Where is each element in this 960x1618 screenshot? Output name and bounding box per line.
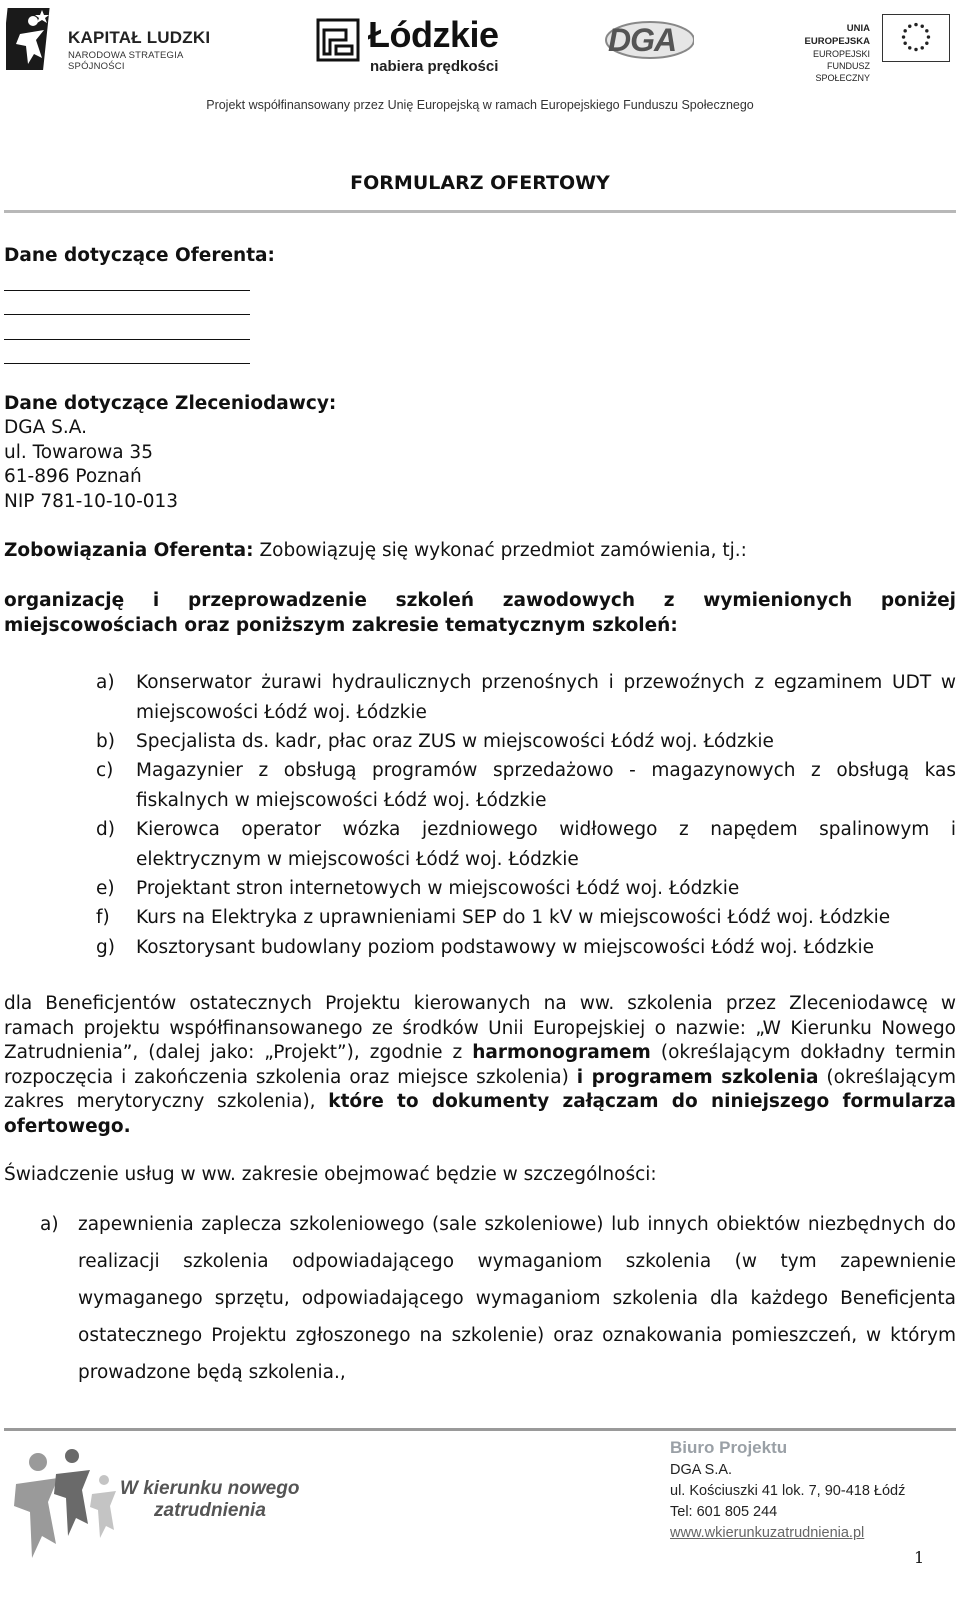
services-intro: Świadczenie usług w ww. zakresie obejmować będzie w szczególności: <box>4 1164 657 1185</box>
beneficiaries-text-1: dla Beneficjentów ostatecznych Projektu kierowanych na ww. szkolenia przez Zleceniodawcę w ramach projektu współfinansowanego ze środków Unii Europejskiej o nazwie: „W Kierunku Nowego Zatrudnienia”, (dalej jako: „Projekt”), zgodnie z <box>4 993 956 1063</box>
kapital-ludzki-title: KAPITAŁ LUDZKI <box>68 28 211 47</box>
list-item-label: a) <box>40 1214 59 1235</box>
page-number: 1 <box>914 1548 925 1567</box>
w-kierunku-line-2: zatrudnienia <box>154 1500 266 1521</box>
list-item-text: Projektant stron internetowych w miejscowości Łódź woj. Łódzkie <box>136 878 740 899</box>
eu-line-3: FUNDUSZ SPOŁECZNY <box>815 61 870 83</box>
list-item-text: Kurs na Elektryka z uprawnieniami SEP do 1 kV w miejscowości Łódź woj. Łódzkie <box>136 907 891 928</box>
list-item-label: a) <box>96 672 115 693</box>
list-item-label: c) <box>96 760 114 781</box>
kapital-ludzki-logo <box>6 4 226 74</box>
offeror-blank-line[interactable] <box>4 363 250 364</box>
eu-flag-icon <box>882 14 950 62</box>
office-phone: Tel: 601 805 244 <box>670 1504 778 1520</box>
beneficiaries-attachments: które to dokumenty załączam do niniejszego formularza ofertowego. <box>4 1091 956 1137</box>
scope-intro-line-2: miejscowościach oraz poniższym zakresie tematycznym szkoleń: <box>4 615 678 636</box>
kapital-ludzki-emblem-icon <box>6 4 58 74</box>
list-item-text: zapewnienia zaplecza szkoleniowego (sale szkoleniowe) lub innych obiektów niezbędnych do realizacji szkolenia odpowiadającego wymaganiom szkolenia (w tym zapewnienie wymaganego sprzętu, odpowiadającego wymaganiom szkolenia dla każdego Beneficjenta ostatecznego Projektu zgłoszonego na szkolenie) oraz oznakowania pomieszczeń, w którym prowadzone będą szkolenia., <box>78 1214 956 1383</box>
eu-line-2: EUROPEJSKI <box>812 49 870 59</box>
list-item-label: b) <box>96 731 115 752</box>
beneficiaries-text-3: (określającym zakres merytoryczny szkolenia), <box>4 1066 956 1112</box>
people-figures-icon <box>12 1440 122 1570</box>
client-city: 61-896 Poznań <box>4 466 142 487</box>
dga-wordmark: DGA <box>608 22 677 58</box>
list-item-label: d) <box>96 819 115 840</box>
footer-divider <box>4 1428 956 1431</box>
title-divider <box>4 210 956 213</box>
list-item-label: g) <box>96 937 115 958</box>
client-street: ul. Towarowa 35 <box>4 442 153 463</box>
list-item-text: Specjalista ds. kadr, płac oraz ZUS w miejscowości Łódź woj. Łódzkie <box>136 731 774 752</box>
kapital-ludzki-subtitle: NARODOWA STRATEGIA SPÓJNOŚCI <box>68 50 183 72</box>
cofinancing-note: Projekt współfinansowany przez Unię Europejską w ramach Europejskiego Funduszu Społecznego <box>206 98 754 112</box>
eu-logo-text <box>780 22 870 84</box>
list-item-text: Kosztorysant budowlany poziom podstawowy w miejscowości Łódź woj. Łódzkie <box>136 937 875 958</box>
offeror-blank-line[interactable] <box>4 339 250 340</box>
beneficiaries-schedule: harmonogramem <box>472 1042 651 1063</box>
eu-line-1: UNIA EUROPEJSKA <box>804 23 870 47</box>
list-item-label: f) <box>96 907 110 928</box>
client-name: DGA S.A. <box>4 417 87 438</box>
scope-intro-line-1: organizację i przeprowadzenie szkoleń zawodowych z wymienionych poniżej <box>4 590 956 611</box>
beneficiaries-program: i programem szkolenia <box>576 1066 819 1088</box>
list-item-text: Magazynier z obsługą programów sprzedażowo - magazynowych z obsługą kas fiskalnych w miejscowości Łódź woj. Łódzkie <box>136 760 956 811</box>
list-item-text: Konserwator żurawi hydraulicznych przenośnych i przewoźnych z egzaminem UDT w miejscowości Łódź woj. Łódzkie <box>136 672 956 723</box>
w-kierunku-line-1: W kierunku nowego <box>120 1478 300 1499</box>
list-item-label: e) <box>96 878 115 899</box>
obligations-label: Zobowiązania Oferenta: <box>4 540 254 561</box>
obligations-text: Zobowiązuję się wykonać przedmiot zamówienia, tj.: <box>253 540 747 561</box>
lodzkie-emblem-icon <box>316 18 360 62</box>
offeror-blank-line[interactable] <box>4 314 250 315</box>
beneficiaries-text-2: (określającym dokładny termin rozpoczęcia i zakończenia szkolenia oraz miejsce szkolenia) <box>4 1042 957 1088</box>
office-company: DGA S.A. <box>670 1462 733 1478</box>
project-office-block <box>670 1438 950 1544</box>
list-item-text: Kierowca operator wózka jezdniowego widłowego z napędem spalinowym i elektrycznym w miejscowości Łódź woj. Łódzkie <box>136 819 956 870</box>
offeror-blank-line[interactable] <box>4 290 250 291</box>
office-heading: Biuro Projektu <box>670 1438 788 1457</box>
form-title: FORMULARZ OFERTOWY <box>350 172 610 194</box>
lodzkie-logo <box>316 14 516 74</box>
beneficiaries-paragraph <box>4 992 956 1139</box>
lodzkie-title: Łódzkie <box>368 14 499 55</box>
client-heading: Dane dotyczące Zleceniodawcy: <box>4 393 337 414</box>
office-website-link[interactable]: www.wkierunkuzatrudnienia.pl <box>670 1525 865 1541</box>
page-header <box>0 0 960 130</box>
offeror-heading: Dane dotyczące Oferenta: <box>4 245 275 266</box>
obligations-line <box>4 539 747 563</box>
office-address: ul. Kościuszki 41 lok. 7, 90-418 Łódź <box>670 1483 906 1499</box>
client-nip: NIP 781-10-10-013 <box>4 491 179 512</box>
w-kierunku-logo <box>12 1440 322 1570</box>
dga-logo <box>598 14 694 68</box>
eu-logo <box>780 14 950 83</box>
lodzkie-slogan: nabiera prędkości <box>370 58 499 75</box>
